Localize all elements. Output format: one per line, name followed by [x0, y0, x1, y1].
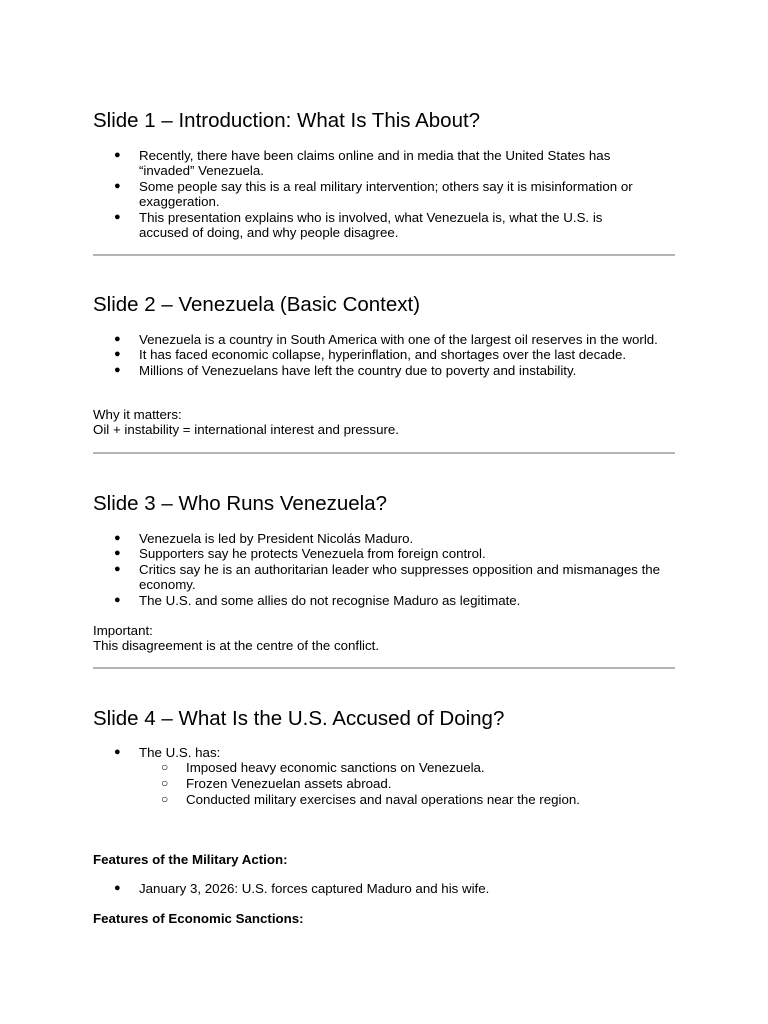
military-action-heading: Features of the Military Action: [93, 852, 288, 867]
slide3-bullet: ● Critics say he is an authoritarian leader who suppresses opposition and mismanages the economy. [93, 562, 675, 593]
slide2-bullet: ● Millions of Venezuelans have left the country due to poverty and instability. [93, 363, 675, 378]
slide3-bullet: ● Supporters say he protects Venezuela from foreign control. [93, 546, 675, 561]
slide3-title: Slide 3 – Who Runs Venezuela? [93, 492, 388, 515]
section-divider [93, 667, 675, 669]
slide4-sub-bullet: ○ Imposed heavy economic sanctions on Venezuela. [139, 760, 675, 776]
slide4-sub-bullet: ○ Frozen Venezuelan assets abroad. [139, 776, 675, 792]
slide2-note-text: Oil + instability = international interest and pressure. [93, 422, 399, 438]
slide3-note [93, 623, 379, 654]
slide2-bullet: ● Venezuela is a country in South America with one of the largest oil reserves in the world. [93, 332, 675, 347]
slide2-bullet: ● It has faced economic collapse, hyperinflation, and shortages over the last decade. [93, 347, 675, 362]
slide4-bullet [93, 745, 675, 808]
slide1-bullet: ● Some people say this is a real military intervention; others say it is misinformation or exaggeration. [93, 179, 675, 210]
slide3-note-text: This disagreement is at the centre of the conflict. [93, 638, 380, 654]
slide3-bullet-list [93, 531, 675, 608]
military-action-bullet: ● January 3, 2026: U.S. forces captured Maduro and his wife. [93, 881, 675, 896]
slide4-bullet-text: The U.S. has: [139, 745, 221, 760]
slide1-bullet: ● This presentation explains who is involved, what Venezuela is, what the U.S. is accused of doing, and why people disagree. [93, 210, 675, 241]
section-divider [93, 452, 675, 454]
military-action-bullet-list [93, 881, 675, 896]
section-divider [93, 254, 675, 256]
economic-sanctions-heading: Features of Economic Sanctions: [93, 911, 304, 926]
slide1-bullet-list [93, 148, 675, 240]
slide4-bullet-list [93, 745, 675, 808]
slide4-sub-bullet: ○ Conducted military exercises and naval operations near the region. [139, 792, 675, 808]
slide2-note-label: Why it matters: [93, 407, 182, 422]
slide1-bullet: ● Recently, there have been claims online and in media that the United States has “invaded” Venezuela. [93, 148, 675, 179]
slide3-bullet: ● The U.S. and some allies do not recognise Maduro as legitimate. [93, 593, 675, 608]
slide3-bullet: ● Venezuela is led by President Nicolás Maduro. [93, 531, 675, 546]
slide4-title: Slide 4 – What Is the U.S. Accused of Doing? [93, 707, 505, 730]
slide1-title: Slide 1 – Introduction: What Is This About? [93, 109, 481, 132]
slide3-note-label: Important: [93, 623, 153, 638]
slide4-sub-bullet-list [139, 760, 675, 807]
slide2-note [93, 407, 399, 438]
slide2-bullet-list [93, 332, 675, 378]
slide2-title: Slide 2 – Venezuela (Basic Context) [93, 293, 421, 316]
